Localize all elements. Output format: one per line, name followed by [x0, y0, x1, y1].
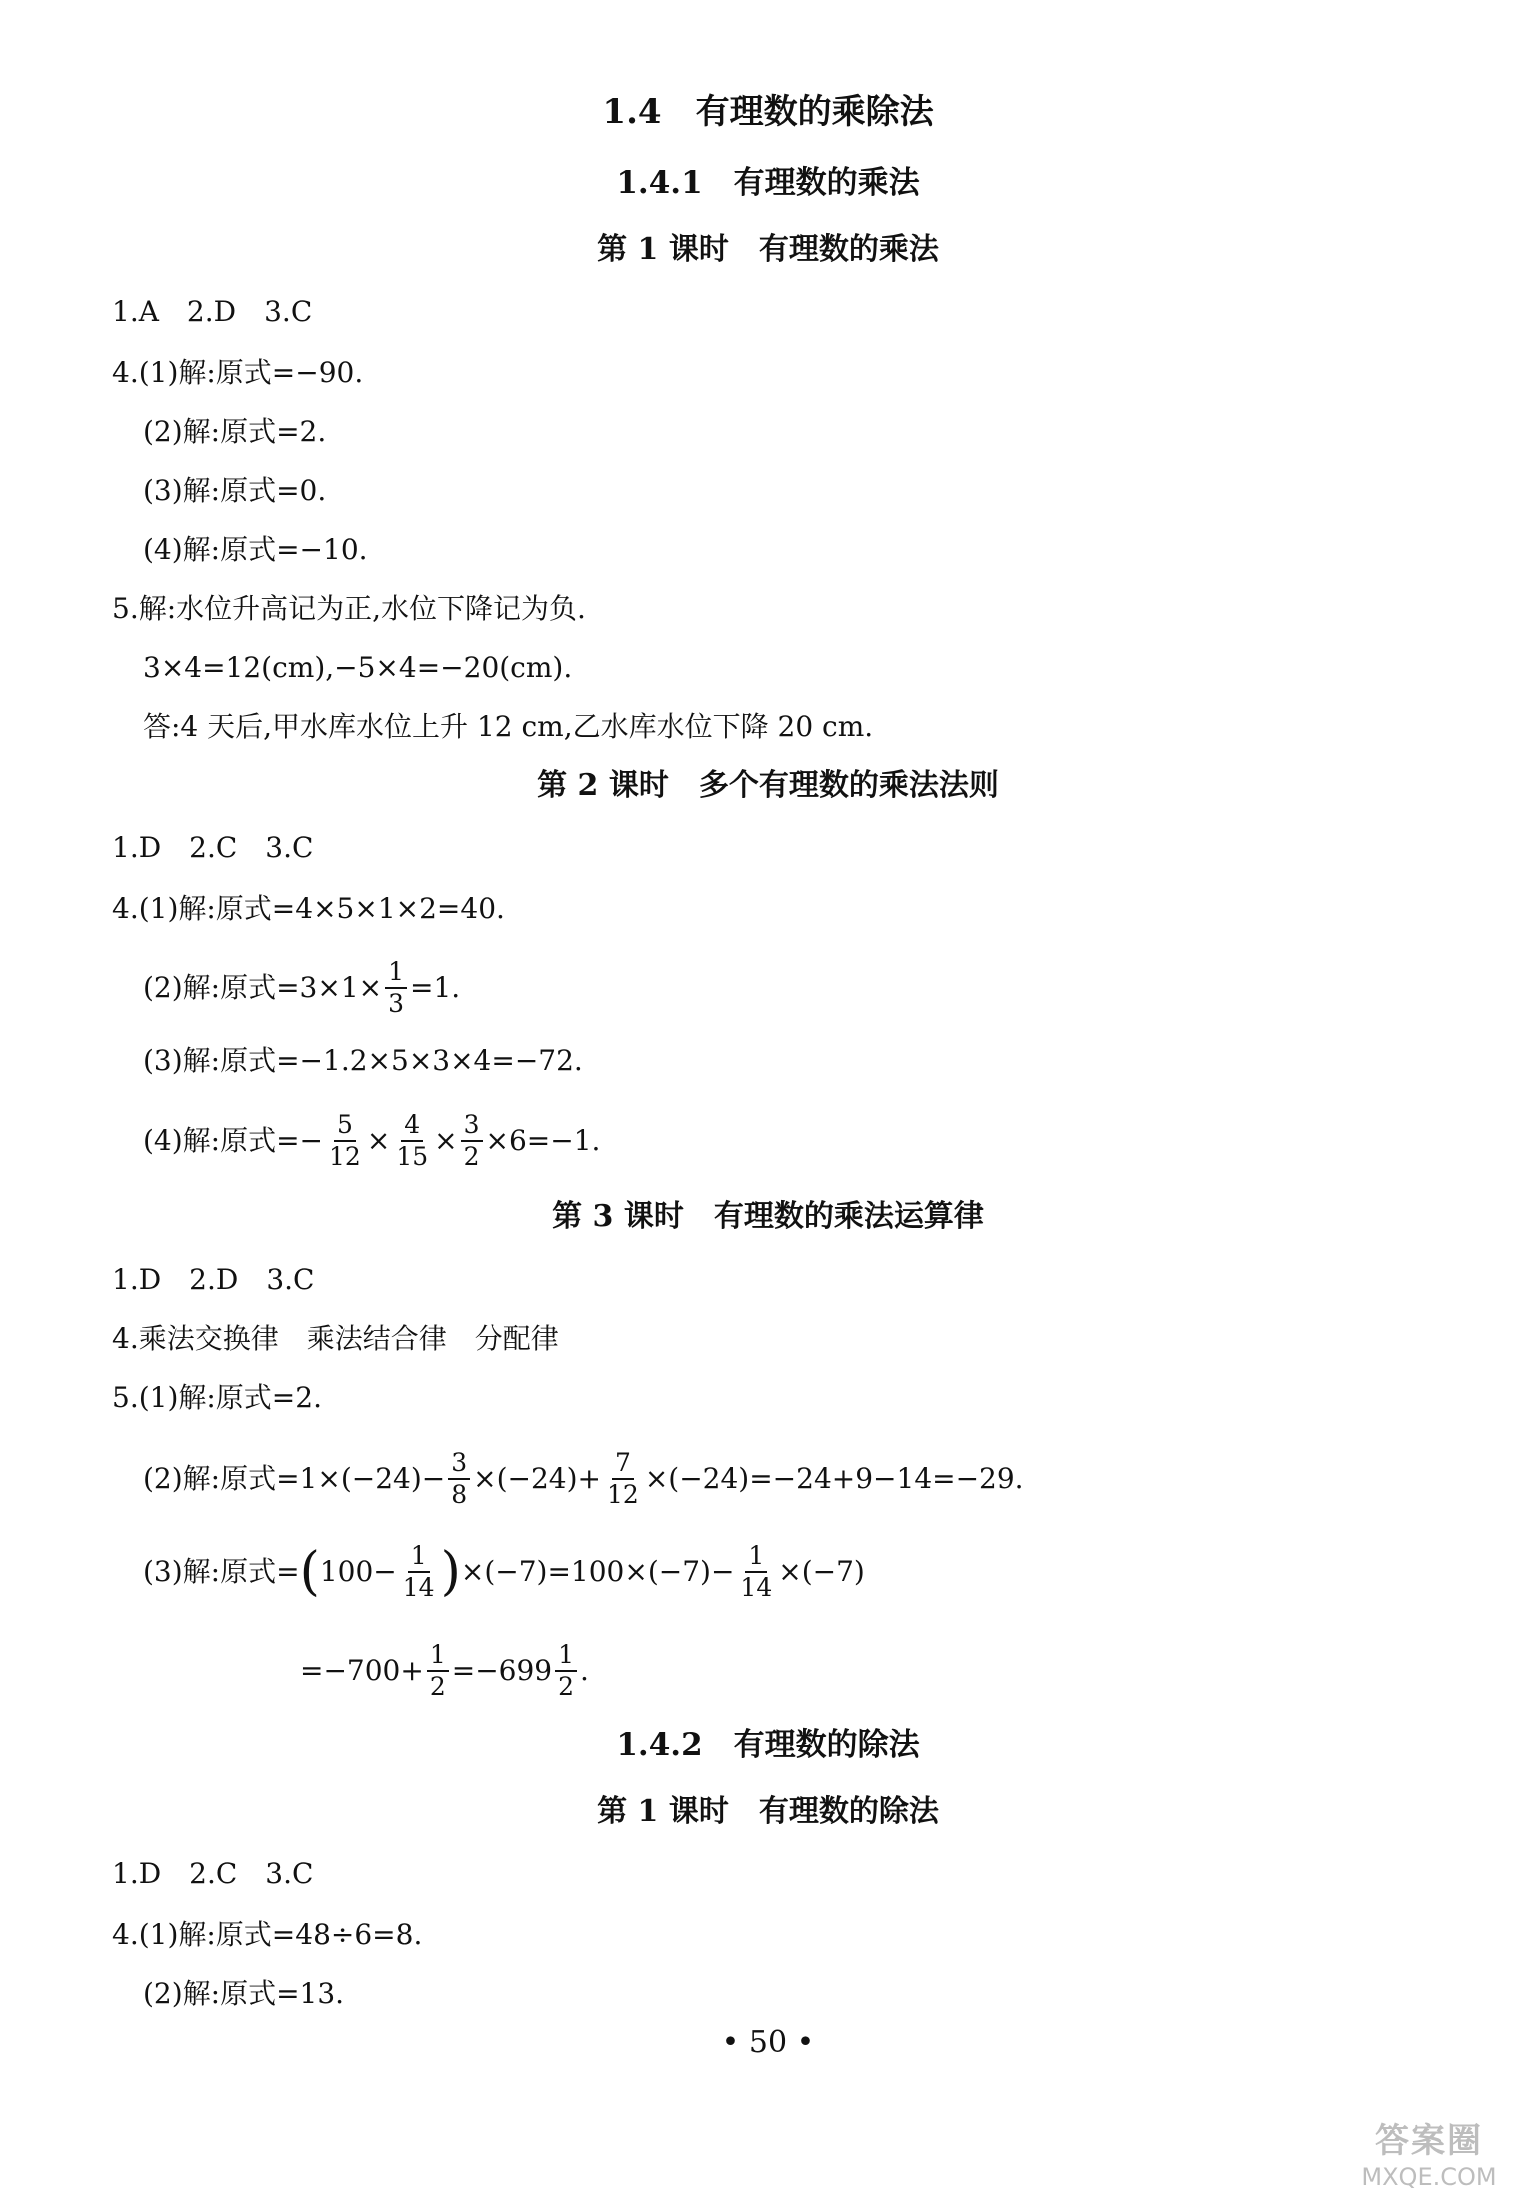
watermark [1334, 2119, 1524, 2199]
expr-text: ×(−24)+ [473, 1462, 601, 1495]
answer-line: 5.(1)解:原式=2. [112, 1381, 322, 1414]
numerator: 1 [427, 1640, 449, 1672]
numerator: 1 [385, 957, 407, 989]
expr-text: × [366, 1124, 391, 1157]
answer-line: 1.D 2.C 3.C [112, 1857, 314, 1890]
expr-text: (3)解:原式= [143, 1555, 300, 1588]
lesson-title: 第 1 课时 有理数的乘法 [597, 232, 939, 267]
numerator: 7 [612, 1448, 634, 1480]
watermark-url: MXQE.COM [1361, 2163, 1497, 2191]
answer-line: 4.(1)解:原式=−90. [112, 356, 364, 389]
numerator: 4 [401, 1110, 423, 1142]
denominator: 15 [396, 1142, 429, 1171]
subsection-heading: 1.4.1 有理数的乘法 [616, 165, 920, 201]
fraction [385, 957, 407, 1019]
numerator: 1 [745, 1541, 767, 1573]
fraction [427, 1640, 449, 1702]
numerator: 1 [555, 1640, 577, 1672]
expr-text: . [580, 1654, 589, 1687]
expr-text: (2)解:原式=3×1× [143, 971, 383, 1004]
answer-line: (2)解:原式=13. [143, 1977, 345, 2010]
fraction [326, 1110, 364, 1172]
expr-text: =−700+ [300, 1654, 424, 1687]
fraction [400, 1541, 438, 1603]
denominator: 2 [429, 1672, 446, 1701]
fraction [555, 1640, 577, 1702]
denominator: 14 [740, 1573, 773, 1602]
answer-line [143, 1110, 600, 1172]
answer-line [300, 1640, 589, 1702]
answer-line: 4.乘法交换律 乘法结合律 分配律 [112, 1322, 559, 1355]
expr-text: ×(−7) [778, 1555, 865, 1588]
answer-line: 4.(1)解:原式=48÷6=8. [112, 1918, 423, 1951]
denominator: 3 [388, 989, 405, 1018]
left-paren: ( [299, 1542, 320, 1602]
fraction [604, 1448, 642, 1510]
answer-line: 3×4=12(cm),−5×4=−20(cm). [143, 651, 573, 684]
denominator: 2 [558, 1672, 575, 1701]
numerator: 5 [334, 1110, 356, 1142]
answer-line: (4)解:原式=−10. [143, 533, 368, 566]
denominator: 8 [451, 1480, 468, 1509]
subsection-heading: 1.4.2 有理数的除法 [616, 1727, 920, 1763]
lesson-title: 第 2 课时 多个有理数的乘法法则 [537, 768, 999, 803]
denominator: 12 [329, 1142, 361, 1171]
answer-line: 1.A 2.D 3.C [112, 295, 313, 328]
expr-text: ×6=−1. [485, 1124, 601, 1157]
fraction [461, 1110, 483, 1172]
denominator: 14 [402, 1573, 435, 1602]
expr-text: (4)解:原式=− [143, 1124, 324, 1157]
answer-line: (3)解:原式=0. [143, 474, 327, 507]
numerator: 1 [408, 1541, 430, 1573]
fraction [737, 1541, 775, 1603]
right-paren: ) [440, 1542, 461, 1602]
lesson-title: 第 3 课时 有理数的乘法运算律 [552, 1199, 984, 1234]
page-number: • 50 • [721, 2025, 815, 2060]
answer-line: 1.D 2.C 3.C [112, 831, 314, 864]
expr-text: ×(−7)=100×(−7)− [460, 1555, 735, 1588]
answer-line: 5.解:水位升高记为正,水位下降记为负. [112, 592, 586, 625]
lesson-title: 第 1 课时 有理数的除法 [597, 1794, 939, 1829]
expr-text: =−699 [451, 1654, 553, 1687]
answer-line: 1.D 2.D 3.C [112, 1263, 315, 1296]
numerator: 3 [448, 1448, 470, 1480]
expr-text: =1. [410, 971, 461, 1004]
expr-text: × [434, 1124, 458, 1157]
denominator: 12 [607, 1480, 639, 1509]
answer-line [143, 1541, 865, 1603]
answer-line: (3)解:原式=−1.2×5×3×4=−72. [143, 1044, 583, 1077]
expr-text: (2)解:原式=1×(−24)− [143, 1462, 446, 1495]
section-heading: 1.4 有理数的乘除法 [602, 92, 934, 132]
answer-line: 4.(1)解:原式=4×5×1×2=40. [112, 892, 505, 925]
numerator: 3 [461, 1110, 483, 1142]
answer-line: 答:4 天后,甲水库水位上升 12 cm,乙水库水位下降 20 cm. [143, 710, 874, 743]
fraction [448, 1448, 470, 1510]
answer-line: (2)解:原式=2. [143, 415, 327, 448]
answer-line [143, 1448, 1024, 1510]
expr-text: ×(−24)=−24+9−14=−29. [644, 1462, 1024, 1495]
fraction [393, 1110, 431, 1172]
expr-text: 100− [319, 1555, 397, 1588]
watermark-logo: 答案圈 [1375, 2121, 1483, 2161]
denominator: 2 [463, 1142, 480, 1171]
answer-line [143, 957, 460, 1019]
